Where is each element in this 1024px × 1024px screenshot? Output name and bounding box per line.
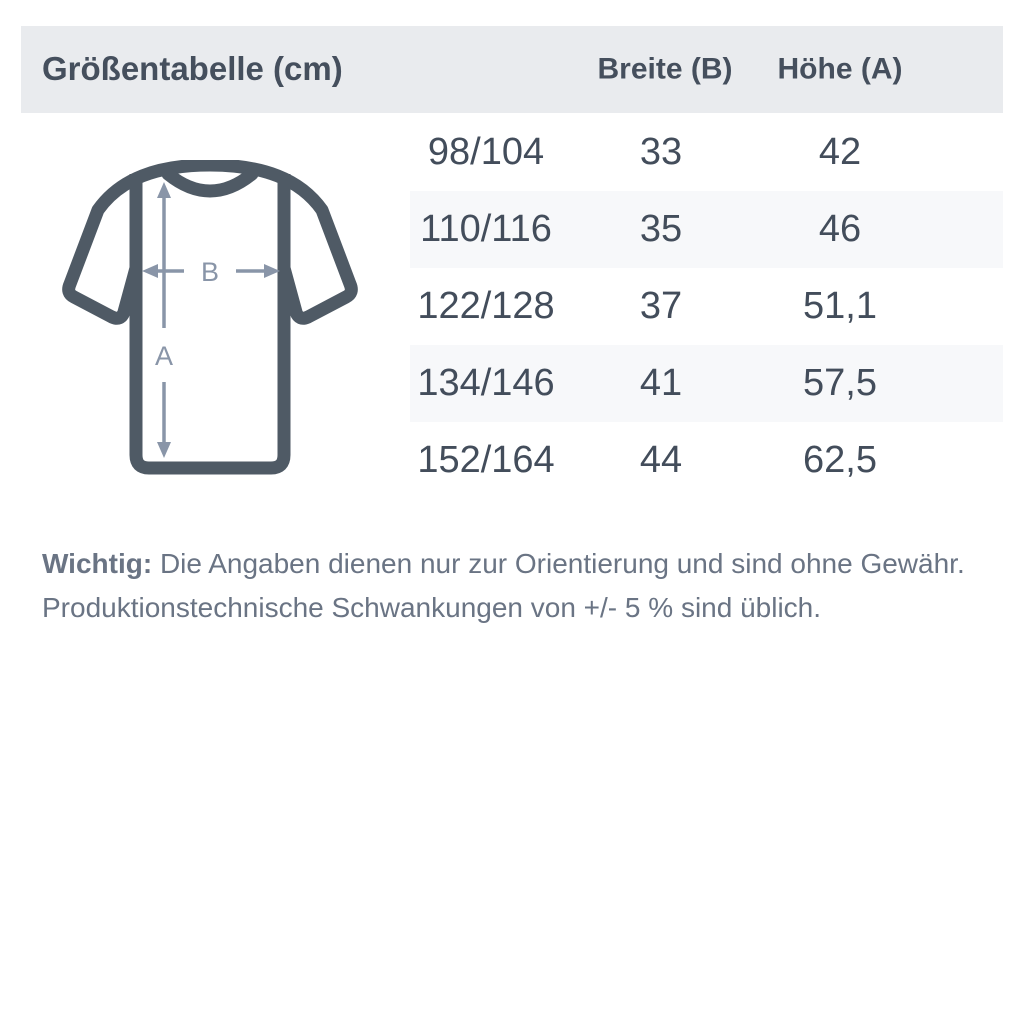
breite-cell: 33	[639, 131, 683, 173]
table-row	[410, 345, 1003, 422]
size-cell: 98/104	[427, 131, 545, 173]
table-row	[410, 191, 1003, 268]
table-row	[410, 114, 1003, 191]
size-cell: 134/146	[417, 362, 555, 404]
label-b: B	[200, 257, 220, 287]
disclaimer-note	[42, 542, 1002, 630]
breite-cell: 41	[639, 362, 683, 404]
table-row	[410, 422, 1003, 499]
size-cell: 110/116	[420, 208, 552, 250]
column-header-breite: Breite (B)	[597, 51, 733, 85]
breite-cell: 37	[639, 285, 683, 327]
disclaimer-label: Wichtig:	[42, 548, 153, 579]
page-title: Größentabelle (cm)	[42, 49, 343, 87]
disclaimer-line1: Die Angaben dienen nur zur Orientierung und sind ohne Gewähr.	[159, 548, 965, 579]
size-cell: 152/164	[417, 439, 555, 481]
breite-cell: 44	[639, 439, 683, 481]
hoehe-cell: 62,5	[803, 439, 877, 481]
size-cell: 122/128	[417, 285, 555, 327]
tshirt-torso-fill	[136, 190, 284, 462]
hoehe-cell: 46	[818, 208, 862, 250]
column-header-hoehe: Höhe (A)	[777, 51, 903, 85]
hoehe-cell: 42	[818, 131, 862, 173]
hoehe-cell: 57,5	[803, 362, 877, 404]
label-a: A	[154, 341, 174, 371]
table-row	[410, 268, 1003, 345]
disclaimer-line2: Produktionstechnische Schwankungen von +/- 5 % sind üblich.	[42, 592, 822, 623]
table-header-band	[21, 26, 1003, 113]
tshirt-measurement-icon	[57, 160, 361, 480]
size-table	[410, 114, 1003, 499]
breite-cell: 35	[639, 208, 683, 250]
hoehe-cell: 51,1	[803, 285, 877, 327]
